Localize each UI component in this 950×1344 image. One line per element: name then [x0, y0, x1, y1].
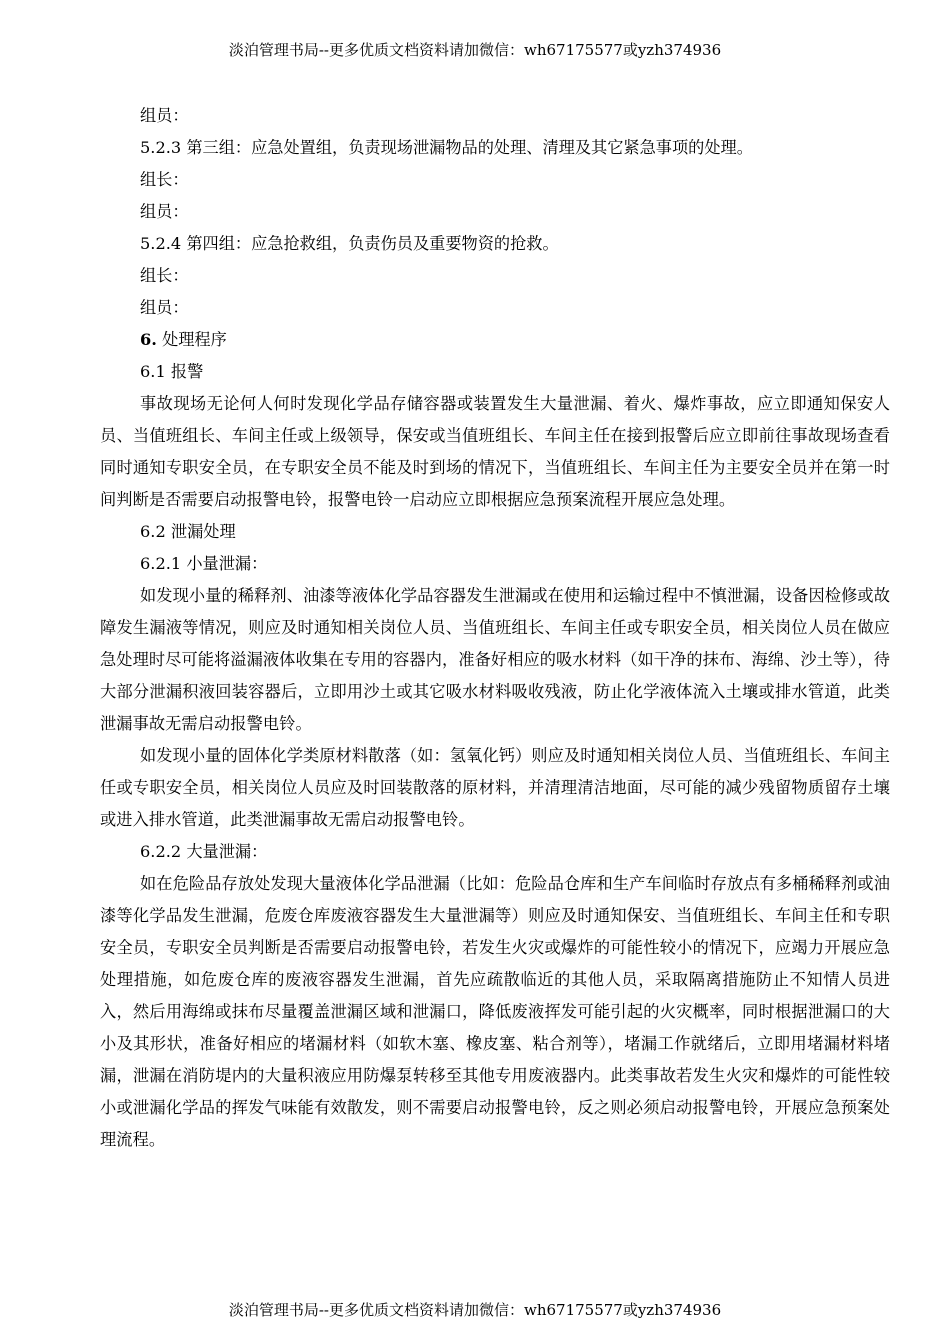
document-body: [100, 100, 890, 1156]
section-5-2-3: 5.2.3 第三组：应急处置组，负责现场泄漏物品的处理、清理及其它紧急事项的处理。: [140, 138, 753, 157]
paragraph-large-leak: 如在危险品存放处发现大量液体化学品泄漏（比如：危险品仓库和生产车间临时存放点有多桶稀释剂或油漆等化学品发生泄漏，危废仓库废液容器发生大量泄漏等）则应及时通知保安、当值班组长、车间主任和专职安全员，专职安全员判断是否需要启动报警电铃，若发生火灾或爆炸的可能性较小的情况下，应竭力开展应急处理措施，如危废仓库的废液容器发生泄漏，首先应疏散临近的其他人员，采取隔离措施防止不知情人员进入，然后用海绵或抹布尽量覆盖泄漏区域和泄漏口，降低废液挥发可能引起的火灾概率，同时根据泄漏口的大小及其形状，准备好相应的堵漏材料（如软木塞、橡皮塞、粘合剂等），堵漏工作就绪后，立即用堵漏材料堵漏，泄漏在消防堤内的大量积液应用防爆泵转移至其他专用废液器内。此类事故若发生火灾和爆炸的可能性较小或泄漏化学品的挥发气味能有效散发，则不需要启动报警电铃，反之则必须启动报警电铃，开展应急预案处理流程。: [100, 874, 890, 1149]
section-6-title: 处理程序: [162, 330, 227, 349]
section-5-2-4: 5.2.4 第四组：应急抢救组，负责伤员及重要物资的抢救。: [140, 234, 559, 253]
section-6-number: 6.: [140, 330, 157, 349]
section-6-2-heading: 6.2 泄漏处理: [140, 522, 236, 541]
paragraph-small-liquid-leak: 如发现小量的稀释剂、油漆等液体化学品容器发生泄漏或在使用和运输过程中不慎泄漏，设备因检修或故障发生漏液等情况，则应及时通知相关岗位人员、当值班组长、车间主任或专职安全员，相关岗位人员在做应急处理时尽可能将溢漏液体收集在专用的容器内，准备好相应的吸水材料（如干净的抹布、海绵、沙土等），待大部分泄漏积液回装容器后，立即用沙土或其它吸水材料吸收残液，防止化学液体流入土壤或排水管道，此类泄漏事故无需启动报警电铃。: [100, 586, 890, 733]
member-label-group3: 组员：: [140, 202, 189, 221]
member-label-group4: 组员：: [140, 298, 189, 317]
section-6-2-1-heading: 6.2.1 小量泄漏：: [140, 554, 268, 573]
member-label-group2: 组员：: [140, 106, 189, 125]
leader-label-group4: 组长：: [140, 266, 189, 285]
leader-label-group3: 组长：: [140, 170, 189, 189]
page-header: 淡泊管理书局--更多优质文档资料请加微信：wh67175577或yzh374936: [228, 41, 722, 59]
section-6-heading: [100, 324, 890, 356]
section-6-2-2-heading: 6.2.2 大量泄漏：: [140, 842, 268, 861]
paragraph-alarm: 事故现场无论何人何时发现化学品存储容器或装置发生大量泄漏、着火、爆炸事故，应立即通知保安人员、当值班组长、车间主任或上级领导，保安或当值班组长、车间主任在接到报警后应立即前往事故现场查看同时通知专职安全员，在专职安全员不能及时到场的情况下，当值班组长、车间主任为主要安全员并在第一时间判断是否需要启动报警电铃，报警电铃一启动应立即根据应急预案流程开展应急处理。: [100, 394, 890, 509]
section-6-1-heading: 6.1 报警: [140, 362, 204, 381]
page-footer: 淡泊管理书局--更多优质文档资料请加微信：wh67175577或yzh374936: [228, 1301, 722, 1319]
paragraph-small-solid-spill: 如发现小量的固体化学类原材料散落（如：氢氧化钙）则应及时通知相关岗位人员、当值班组长、车间主任或专职安全员，相关岗位人员应及时回装散落的原材料，并清理清洁地面，尽可能的减少残留物质留存土壤或进入排水管道，此类泄漏事故无需启动报警电铃。: [100, 746, 890, 829]
